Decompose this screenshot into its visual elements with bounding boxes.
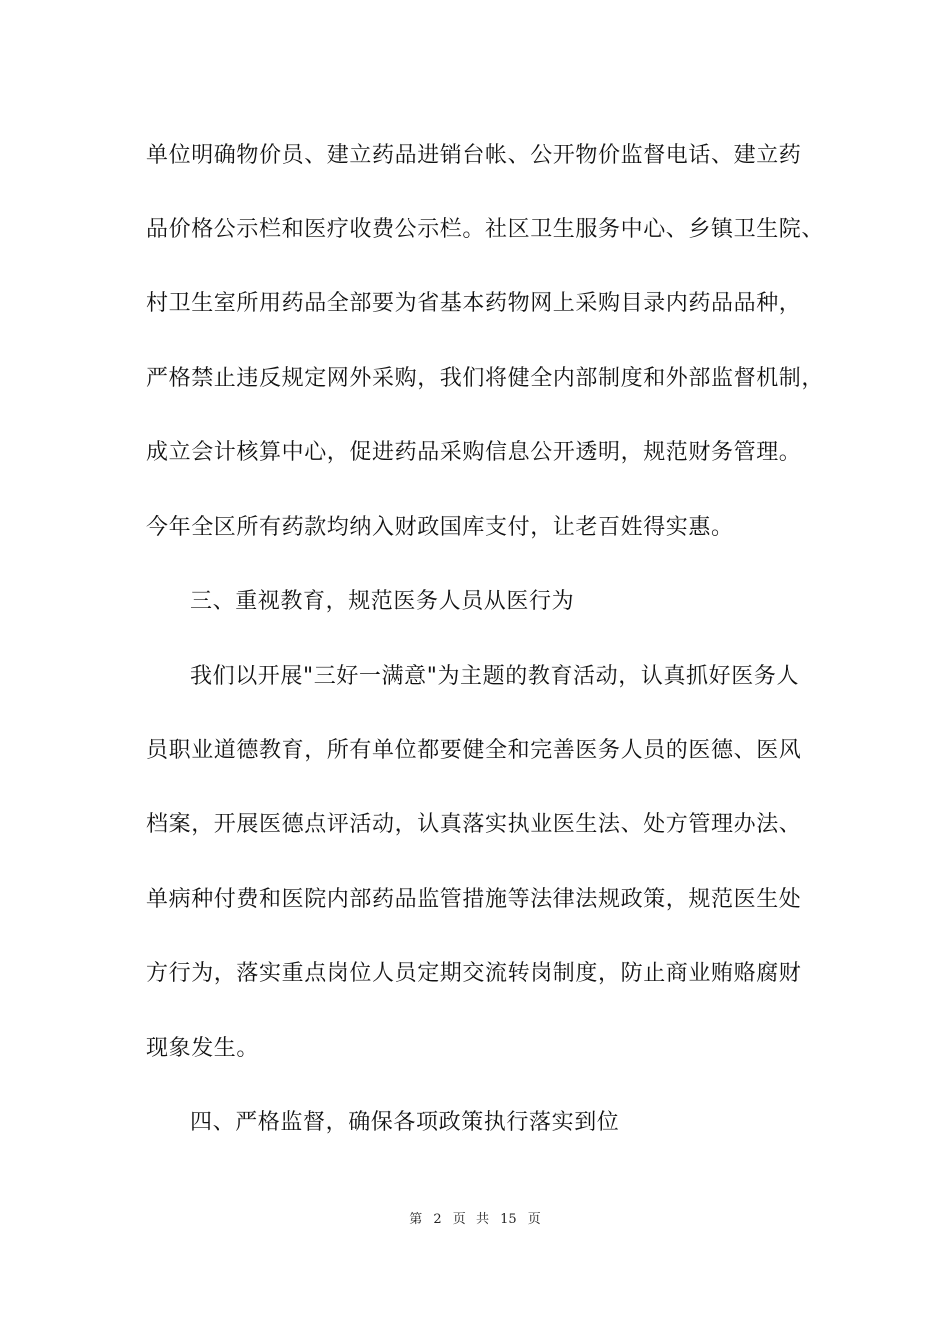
body-text-line: 品价格公示栏和医疗收费公示栏。社区卫生服务中心、乡镇卫生院、: [146, 217, 825, 242]
body-text-line: 现象发生。: [146, 1036, 260, 1061]
body-text-line: 单位明确物价员、建立药品进销台帐、公开物价监督电话、建立药: [146, 143, 802, 168]
body-text-line: 档案，开展医德点评活动，认真落实执业医生法、处方管理办法、: [146, 812, 802, 837]
footer-prefix: 第: [409, 1212, 423, 1227]
body-text-line: 我们以开展"三好一满意"为主题的教育活动，认真抓好医务人: [190, 664, 800, 689]
page-footer: [0, 1208, 950, 1227]
total-page-count: 15: [500, 1212, 517, 1227]
current-page-number: 2: [433, 1212, 442, 1227]
body-text-line: 严格禁止违反规定网外采购，我们将健全内部制度和外部监督机制，: [146, 366, 825, 391]
body-text-line: 员职业道德教育，所有单位都要健全和完善医务人员的医德、医风: [146, 738, 802, 763]
section-heading: 四、严格监督，确保各项政策执行落实到位: [190, 1110, 620, 1135]
footer-page-word-2: 页: [527, 1212, 541, 1227]
body-text-line: 成立会计核算中心，促进药品采购信息公开透明，规范财务管理。: [146, 440, 802, 465]
body-text-line: 单病种付费和医院内部药品监管措施等法律法规政策，规范医生处: [146, 887, 802, 912]
footer-page-word: 页: [452, 1212, 466, 1227]
section-heading: 三、重视教育，规范医务人员从医行为: [190, 589, 575, 614]
body-text-line: 今年全区所有药款均纳入财政国库支付，让老百姓得实惠。: [146, 515, 734, 540]
footer-total-word: 共: [475, 1212, 489, 1227]
body-text-line: 方行为，落实重点岗位人员定期交流转岗制度，防止商业贿赂腐财: [146, 961, 802, 986]
body-text-line: 村卫生室所用药品全部要为省基本药物网上采购目录内药品品种，: [146, 291, 802, 316]
